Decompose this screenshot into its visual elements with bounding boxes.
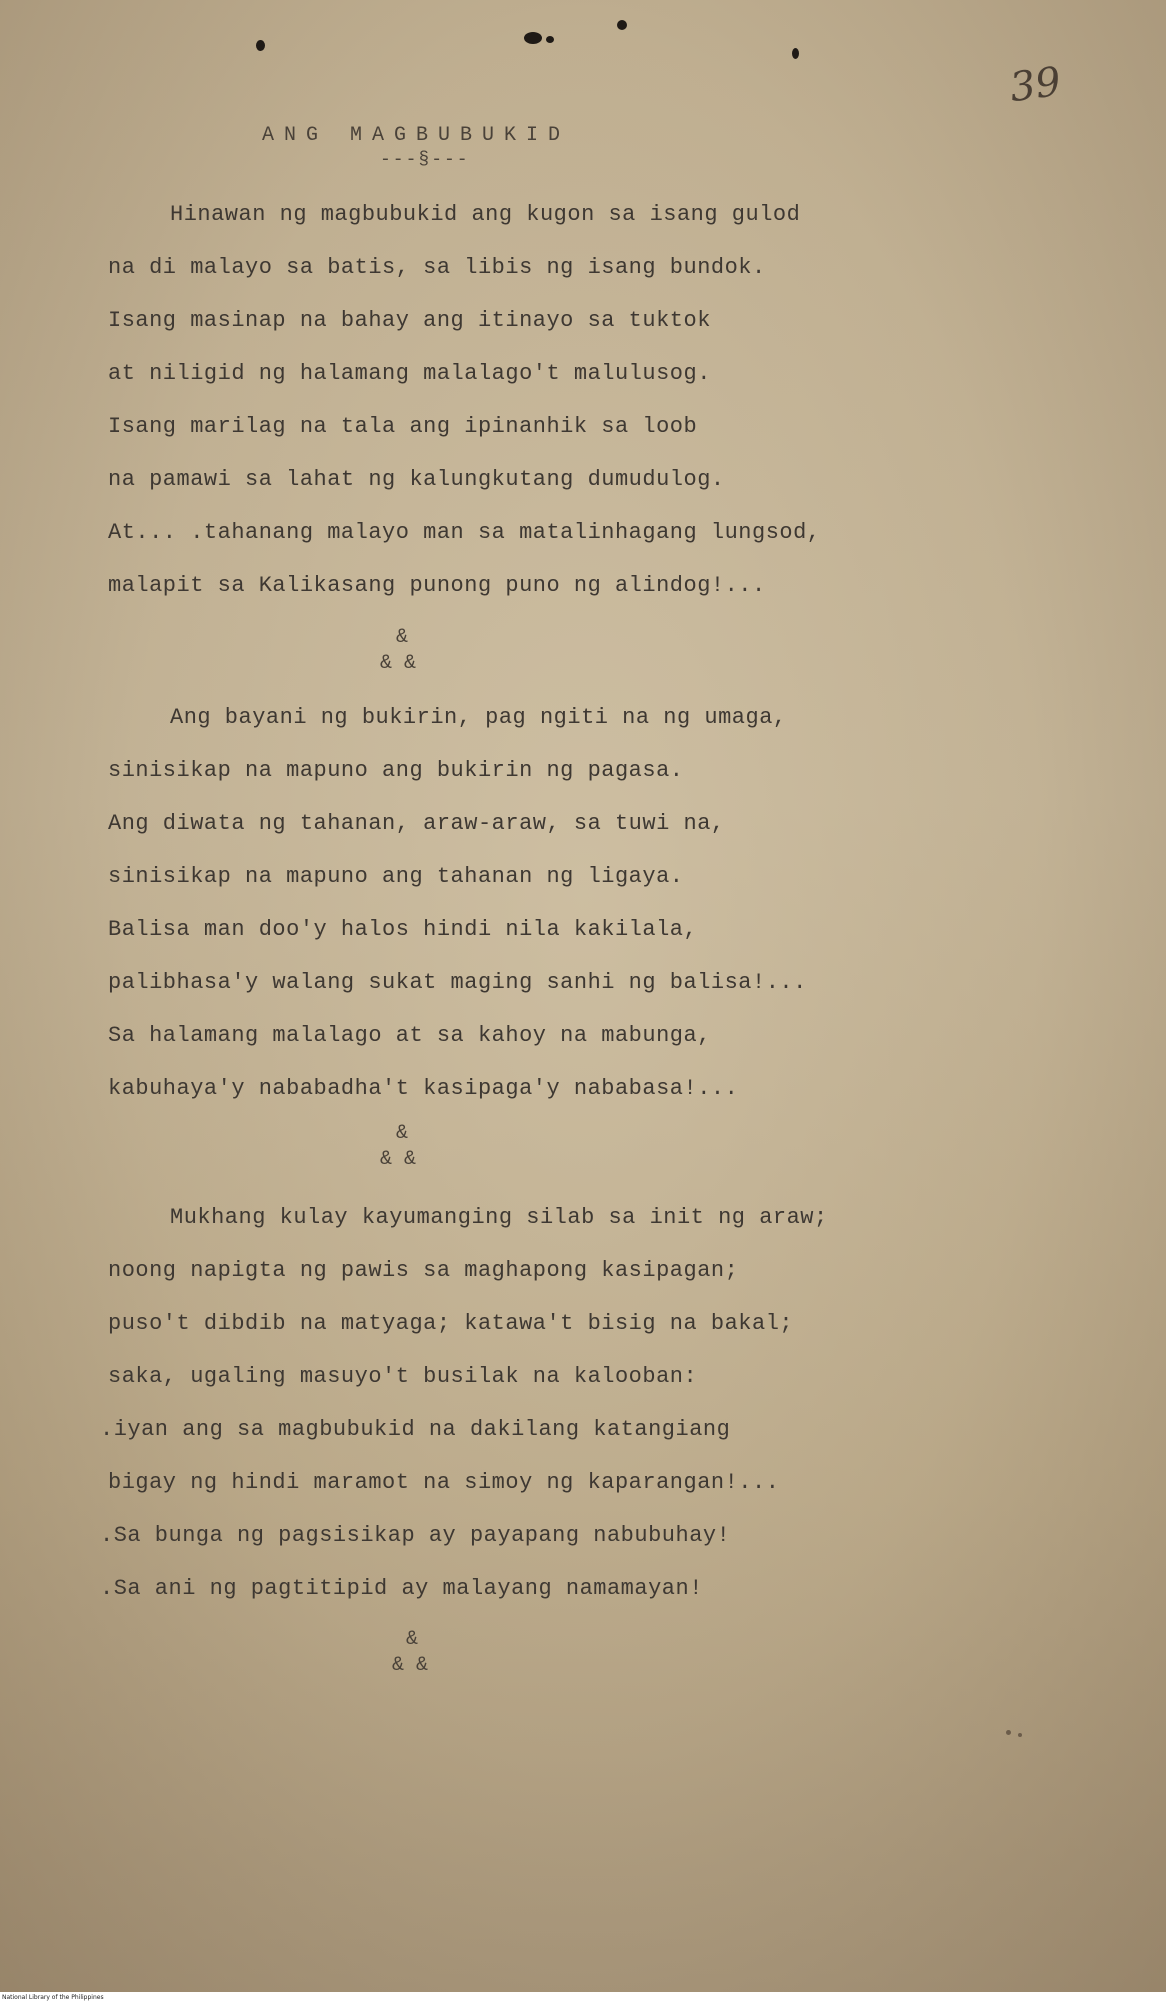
ink-spot	[792, 48, 799, 59]
poem-line: sinisikap na mapuno ang bukirin ng pagasa.	[108, 758, 684, 783]
poem-line: Isang masinap na bahay ang itinayo sa tuktok	[108, 308, 711, 333]
poem-line: .Sa bunga ng pagsisikap ay payapang nabubuhay!	[100, 1523, 731, 1548]
poem-line: .iyan ang sa magbubukid na dakilang katangiang	[100, 1417, 731, 1442]
stanza-separator: &	[396, 626, 409, 649]
poem-line: puso't dibdib na matyaga; katawa't bisig na bakal;	[108, 1311, 794, 1336]
stanza-separator: & &	[392, 1654, 429, 1677]
poem-line: Sa halamang malalago at sa kahoy na mabunga,	[108, 1023, 711, 1048]
poem-line: Mukhang kulay kayumanging silab sa init ng araw;	[170, 1205, 828, 1230]
ink-speck	[1006, 1730, 1011, 1735]
poem-line: noong napigta ng pawis sa maghapong kasipagan;	[108, 1258, 739, 1283]
poem-line: na pamawi sa lahat ng kalungkutang dumudulog.	[108, 467, 725, 492]
poem-line: kabuhaya'y nababadha't kasipaga'y nababasa!...	[108, 1076, 739, 1101]
footer-credit: National Library of the Philippines	[0, 1992, 1166, 2003]
poem-line: .Sa ani ng pagtitipid ay malayang namamayan!	[100, 1576, 703, 1601]
poem-line: At... .tahanang malayo man sa matalinhagang lungsod,	[108, 520, 821, 545]
ink-spot	[617, 20, 627, 30]
poem-line: Balisa man doo'y halos hindi nila kakilala,	[108, 917, 698, 942]
stanza-separator: & &	[380, 1148, 417, 1171]
poem-line: sinisikap na mapuno ang tahanan ng ligaya.	[108, 864, 684, 889]
poem-line: Ang bayani ng bukirin, pag ngiti na ng umaga,	[170, 705, 787, 730]
poem-line: Hinawan ng magbubukid ang kugon sa isang gulod	[170, 202, 801, 227]
stanza-separator: &	[396, 1122, 409, 1145]
page-number: 39	[1007, 58, 1064, 112]
poem-line: palibhasa'y walang sukat maging sanhi ng balisa!...	[108, 970, 807, 995]
poem-line: at niligid ng halamang malalago't malulusog.	[108, 361, 711, 386]
stanza-separator: & &	[380, 652, 417, 675]
poem-line: Ang diwata ng tahanan, araw-araw, sa tuwi na,	[108, 811, 725, 836]
stanza-separator: &	[406, 1628, 419, 1651]
ink-spot	[546, 36, 554, 43]
ink-speck	[1018, 1733, 1022, 1737]
ink-spot	[524, 32, 542, 44]
ink-spot	[256, 40, 265, 51]
poem-title: ANG MAGBUBUKID	[262, 124, 571, 147]
title-ornament: ---§---	[380, 150, 470, 170]
poem-line: na di malayo sa batis, sa libis ng isang bundok.	[108, 255, 766, 280]
poem-line: malapit sa Kalikasang punong puno ng alindog!...	[108, 573, 766, 598]
poem-line: bigay ng hindi maramot na simoy ng kaparangan!...	[108, 1470, 780, 1495]
poem-line: Isang marilag na tala ang ipinanhik sa loob	[108, 414, 698, 439]
poem-line: saka, ugaling masuyo't busilak na kalooban:	[108, 1364, 698, 1389]
